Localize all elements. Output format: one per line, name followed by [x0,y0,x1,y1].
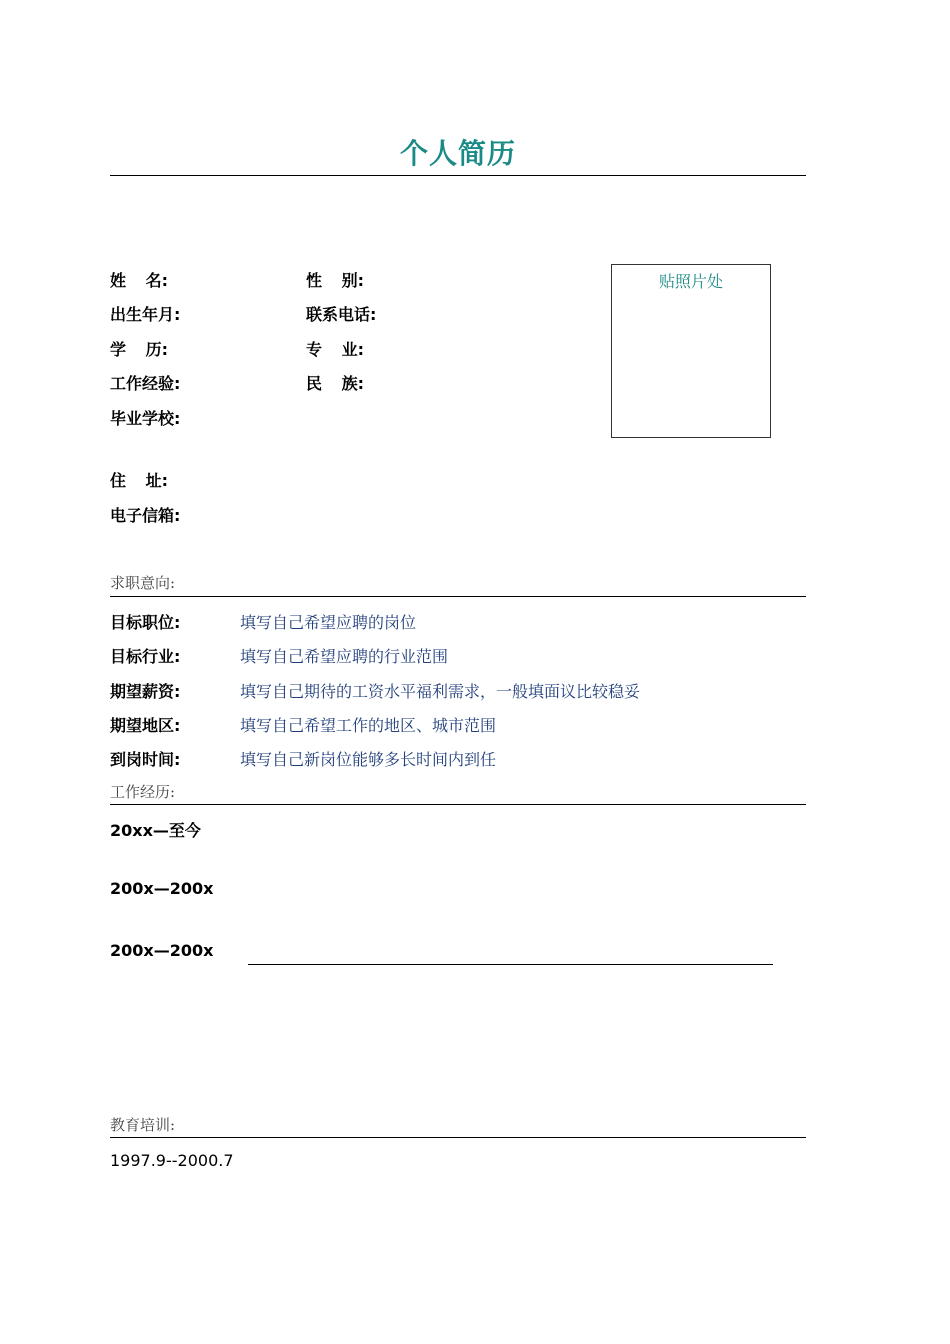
work-entry-underline [248,964,773,965]
address-label: 住 址: [110,471,168,490]
expected-salary-value: 填写自己期待的工资水平福利需求，一般填面议比较稳妥 [240,682,641,701]
target-position-label: 目标职位: [110,613,181,632]
expected-salary-label: 期望薪资: [110,682,181,701]
work-history-heading: 工作经历: [110,783,176,801]
title-divider [110,175,806,176]
work-entry-date: 200x—200x [110,941,214,960]
target-industry-label: 目标行业: [110,647,181,666]
education-training-heading: 教育培训: [110,1116,176,1134]
target-position-value: 填写自己希望应聘的岗位 [240,613,417,632]
target-industry-value: 填写自己希望应聘的行业范围 [240,647,449,666]
experience-label: 工作经验: [110,374,181,393]
education-entry-date: 1997.9--2000.7 [110,1151,234,1170]
start-time-label: 到岗时间: [110,750,181,769]
work-history-divider [110,804,806,805]
email-label: 电子信箱: [110,506,181,525]
major-label: 专 业: [306,340,364,359]
job-intention-heading: 求职意向: [110,574,176,592]
education-label: 学 历: [110,340,168,359]
ethnicity-label: 民 族: [306,374,364,393]
education-training-divider [110,1137,806,1138]
job-intention-divider [110,596,806,597]
gender-label: 性 别: [306,271,364,290]
expected-region-label: 期望地区: [110,716,181,735]
name-label: 姓 名: [110,271,168,290]
school-label: 毕业学校: [110,409,181,428]
work-entry-date: 200x—200x [110,879,214,898]
expected-region-value: 填写自己希望工作的地区、城市范围 [240,716,497,735]
page-title: 个人简历 [399,137,516,170]
phone-label: 联系电话: [306,305,377,324]
start-time-value: 填写自己新岗位能够多长时间内到任 [240,750,497,769]
birth-label: 出生年月: [110,305,181,324]
photo-label: 贴照片处 [658,272,723,291]
work-entry-date: 20xx—至今 [110,821,201,840]
photo-placeholder [611,264,771,438]
